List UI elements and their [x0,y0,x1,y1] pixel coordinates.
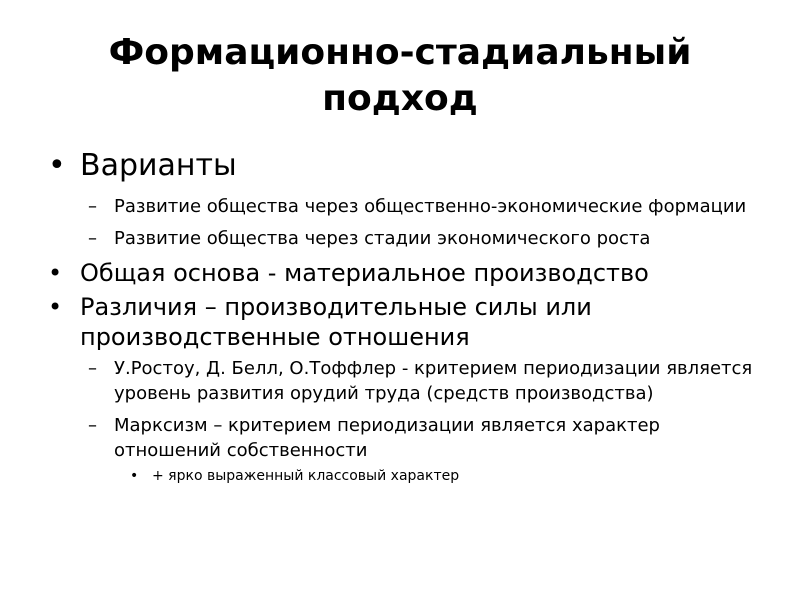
bullet-icon: • [130,468,139,484]
bullet-item-common-basis [48,258,768,288]
sub-bullet-item [48,194,768,219]
sub-sub-bullet-item [48,466,768,486]
dash-icon: – [88,228,97,249]
bullet-icon: • [48,148,66,183]
bullet-text: Варианты [80,148,237,183]
sub-bullet-item [48,226,768,251]
dash-icon: – [88,415,97,436]
sub-bullet-text: Развитие общества через стадии экономического роста [114,228,651,249]
sub-sub-bullet-text: + ярко выраженный классовый характер [152,468,460,484]
bullet-icon: • [48,259,63,287]
bullet-icon: • [48,293,63,321]
sub-bullet-item [48,356,768,406]
sub-bullet-item [48,413,768,463]
dash-icon: – [88,358,97,379]
dash-icon: – [88,196,97,217]
sub-bullet-text: Марксизм – критерием периодизации является характер отношений собственности [114,415,660,461]
bullet-item-differences [48,292,768,352]
bullet-text: Различия – производительные силы или производственные отношения [80,293,592,351]
slide-title: Формационно-стадиальный подход [108,32,692,119]
bullet-list [48,148,768,486]
bullet-text: Общая основа - материальное производство [80,259,649,287]
sub-bullet-text: У.Ростоу, Д. Белл, О.Тоффлер - критерием периодизации является уровень развития орудий труда (средств производства) [114,358,753,404]
bullet-item-variants [48,148,768,184]
sub-bullet-text: Развитие общества через общественно-экономические формации [114,196,747,217]
